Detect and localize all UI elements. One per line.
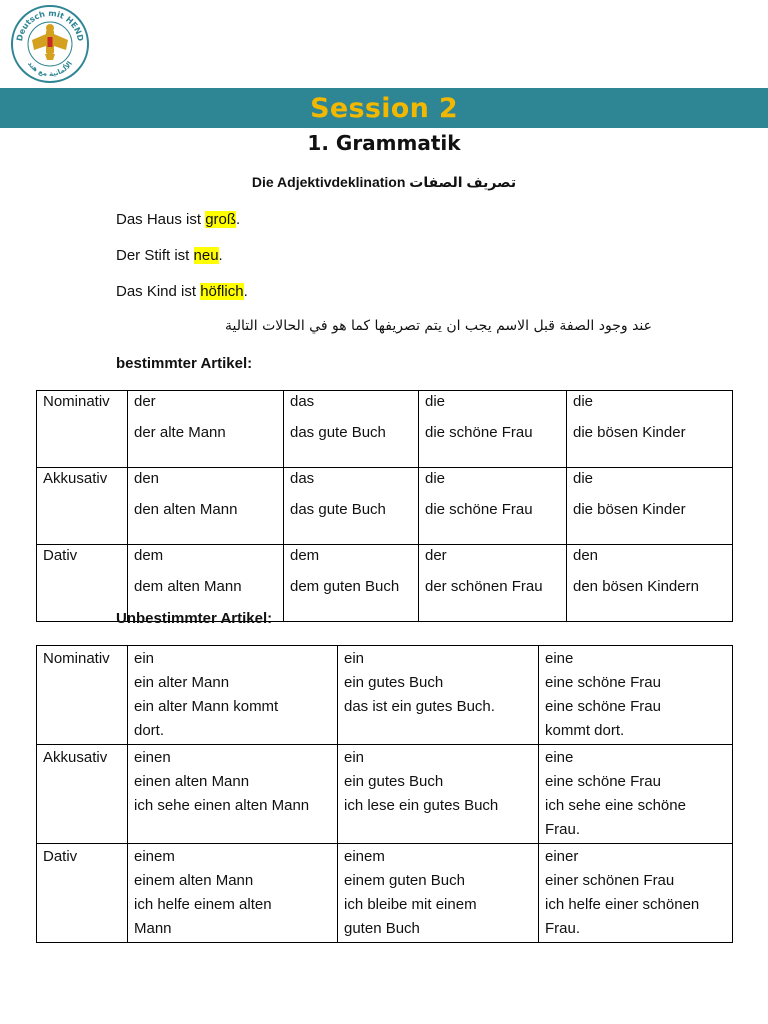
example-text: das gute Buch	[290, 501, 386, 518]
case-cell: Dativ	[37, 844, 128, 943]
sentence-text: Der Stift ist	[116, 247, 194, 264]
sentence-text: Das Kind ist	[116, 283, 201, 300]
article-text: einen	[134, 749, 171, 766]
declension-cell	[128, 844, 338, 943]
declension-cell	[284, 391, 419, 468]
table-row	[37, 391, 733, 468]
example-text: das gute Buch	[290, 424, 386, 441]
example-sentence-text: kommt dort.	[545, 722, 625, 739]
example-text: ein gutes Buch	[344, 674, 444, 691]
example-text: dem guten Buch	[290, 578, 400, 595]
example-sentence	[116, 211, 240, 228]
sentence-text: Das Haus ist	[116, 211, 206, 228]
example-sentence	[116, 247, 223, 264]
article-text: ein	[344, 749, 365, 766]
example-sentence-text: ich lese ein gutes Buch	[344, 797, 499, 814]
example-text: den bösen Kindern	[573, 578, 699, 595]
table-row	[37, 646, 733, 745]
case-cell: Nominativ	[37, 391, 128, 468]
example-sentence-text: ich bleibe mit einem	[344, 896, 477, 913]
declension-cell	[539, 844, 733, 943]
article-text: dem	[290, 547, 320, 564]
article-text: ein	[134, 650, 155, 667]
article-text: der	[425, 547, 447, 564]
article-text: den	[134, 470, 160, 487]
highlighted-adjective: groß	[205, 211, 237, 228]
logo-text-bottom: الألمانية مع هند	[26, 59, 74, 79]
article-text: dem	[134, 547, 164, 564]
declension-cell	[419, 468, 567, 545]
example-sentence-text: das ist ein gutes Buch.	[344, 698, 495, 715]
arabic-explanation: عند وجود الصفة قبل الاسم يجب ان يتم تصريفها كما هو في الحالات التالية	[225, 318, 652, 334]
logo-text-top: Deutsch mit HEND	[15, 8, 85, 42]
article-text: das	[290, 393, 315, 410]
article-text: die	[425, 470, 446, 487]
example-text: dem alten Mann	[134, 578, 242, 595]
example-text: der schönen Frau	[425, 578, 543, 595]
declension-cell	[567, 391, 733, 468]
case-cell: Nominativ	[37, 646, 128, 745]
section-heading: 1. Grammatik	[307, 131, 461, 155]
example-text: ein gutes Buch	[344, 773, 444, 790]
declension-cell	[338, 844, 539, 943]
table-row	[37, 468, 733, 545]
table-row	[37, 745, 733, 844]
article-text: eine	[545, 749, 574, 766]
example-sentence-text: Mann	[134, 920, 172, 937]
example-text: die schöne Frau	[425, 501, 533, 518]
article-text: eine	[545, 650, 574, 667]
article-text: einem	[344, 848, 385, 865]
example-text: einen alten Mann	[134, 773, 250, 790]
case-cell: Dativ	[37, 545, 128, 622]
declension-cell	[338, 745, 539, 844]
example-sentence-text: ein alter Mann kommt	[134, 698, 279, 715]
example-sentence-text: Frau.	[545, 920, 581, 937]
declension-cell	[128, 646, 338, 745]
definite-declension-table	[36, 390, 733, 622]
example-text: einem alten Mann	[134, 872, 254, 889]
article-text: die	[425, 393, 446, 410]
indefinite-declension-table	[36, 645, 733, 943]
declension-cell	[284, 468, 419, 545]
case-cell: Akkusativ	[37, 745, 128, 844]
topic-subtitle: Die Adjektivdeklination تصريف الصفات	[251, 174, 517, 190]
declension-cell	[567, 468, 733, 545]
declension-cell	[128, 468, 284, 545]
eagle-emblem-icon	[10, 4, 90, 84]
example-text: eine schöne Frau	[545, 773, 661, 790]
example-sentence-text: Frau.	[545, 821, 581, 838]
highlighted-adjective: neu	[193, 247, 219, 264]
example-text: einer schönen Frau	[545, 872, 675, 889]
example-text: die bösen Kinder	[573, 501, 686, 518]
declension-cell	[419, 545, 567, 622]
example-text: ein alter Mann	[134, 674, 230, 691]
declension-cell	[284, 545, 419, 622]
example-text: eine schöne Frau	[545, 674, 661, 691]
example-sentence-text: ich helfe einem alten	[134, 896, 272, 913]
declension-cell	[567, 545, 733, 622]
example-sentence-text: eine schöne Frau	[545, 698, 661, 715]
article-text: der	[134, 393, 156, 410]
example-text: den alten Mann	[134, 501, 238, 518]
example-sentence-text: ich sehe eine schöne	[545, 797, 686, 814]
article-text: das	[290, 470, 315, 487]
example-sentence-text: guten Buch	[344, 920, 420, 937]
declension-cell	[128, 391, 284, 468]
declension-cell	[539, 745, 733, 844]
article-text: ein	[344, 650, 365, 667]
sentence-end: .	[218, 247, 223, 264]
article-text: die	[573, 470, 594, 487]
indefinite-article-label: Unbestimmter Artikel:	[116, 610, 273, 627]
logo	[10, 4, 90, 84]
table-row	[37, 844, 733, 943]
declension-cell	[419, 391, 567, 468]
declension-cell	[539, 646, 733, 745]
session-title: Session 2	[310, 92, 458, 124]
article-text: die	[573, 393, 594, 410]
article-text: den	[573, 547, 599, 564]
example-text: die schöne Frau	[425, 424, 533, 441]
definite-article-label: bestimmter Artikel:	[116, 355, 253, 372]
sentence-end: .	[243, 283, 248, 300]
article-text: einem	[134, 848, 175, 865]
example-sentence-text: ich helfe einer schönen	[545, 896, 700, 913]
example-sentence-text: dort.	[134, 722, 165, 739]
declension-cell	[338, 646, 539, 745]
session-banner	[0, 88, 768, 128]
example-text: die bösen Kinder	[573, 424, 686, 441]
example-text: der alte Mann	[134, 424, 226, 441]
article-text: einer	[545, 848, 579, 865]
declension-cell	[128, 745, 338, 844]
example-sentence-text: ich sehe einen alten Mann	[134, 797, 310, 814]
example-text: einem guten Buch	[344, 872, 465, 889]
sentence-end: .	[236, 211, 241, 228]
example-sentence	[116, 283, 248, 300]
highlighted-adjective: höflich	[200, 283, 244, 300]
case-cell: Akkusativ	[37, 468, 128, 545]
